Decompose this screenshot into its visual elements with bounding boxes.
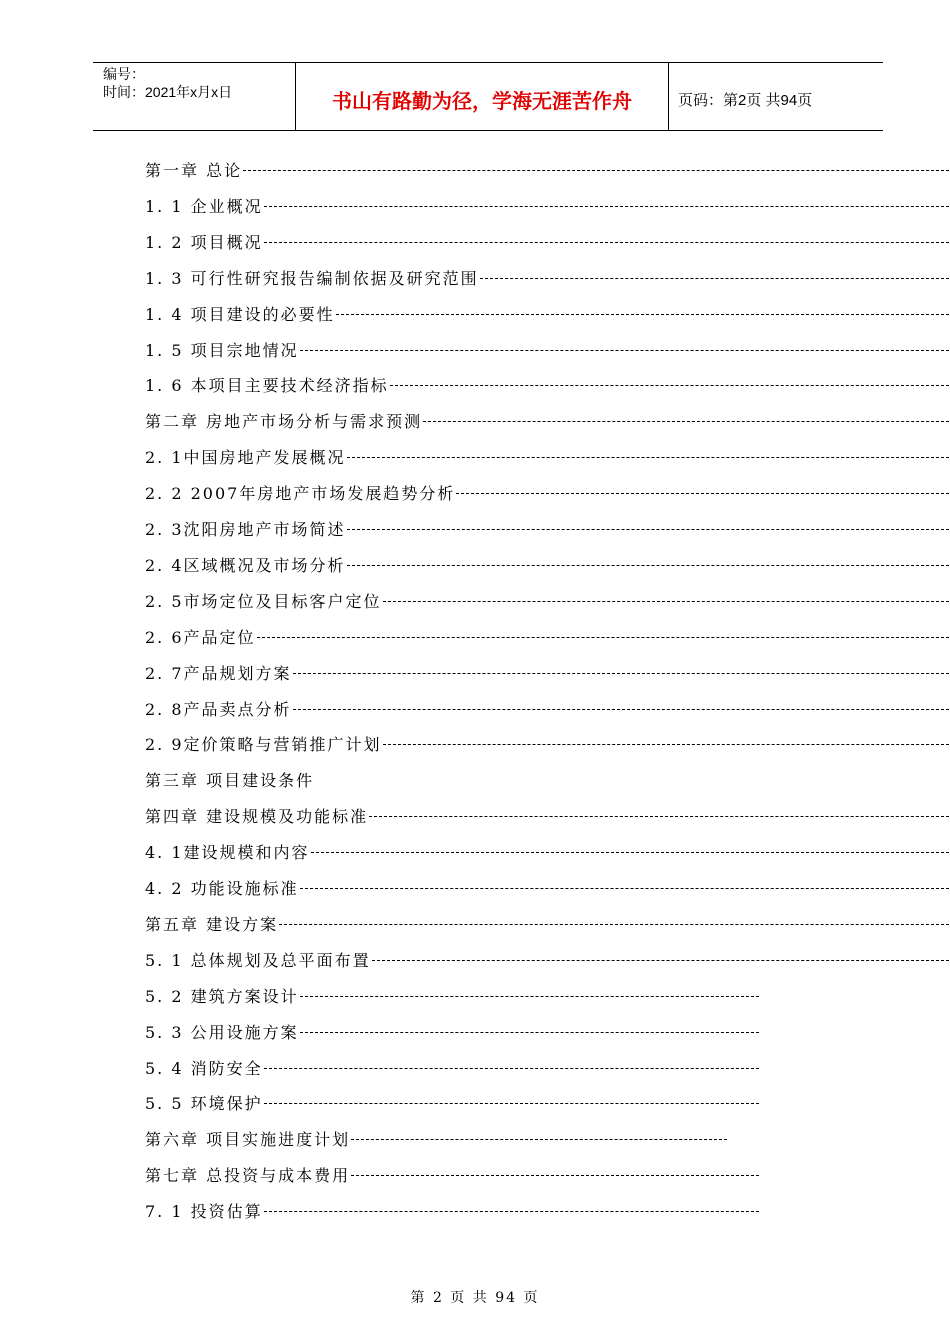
toc-entry[interactable] [145,1093,760,1115]
toc-entry-label: 1. 5 项目宗地情况 [145,340,299,360]
toc-leader-line [300,1032,759,1033]
toc-leader-line [347,457,949,458]
toc-leader-line [383,744,949,745]
toc-entry-label: 第七章 总投资与成本费用 [145,1166,351,1186]
toc-entry[interactable] [145,770,950,792]
toc-entry[interactable] [145,304,950,326]
toc-leader-line [372,960,949,961]
toc-entry[interactable] [145,914,950,936]
toc-entry-label: 2. 9定价策略与营销推广计划 [145,735,382,755]
toc-leader-line [351,1139,727,1140]
toc-entry[interactable] [145,1022,760,1044]
toc-entry[interactable] [145,842,950,864]
page-footer: 第 2 页 共 94 页 [410,1290,540,1306]
toc-entry[interactable] [145,627,950,649]
toc-leader-line [456,493,949,494]
toc-leader-line [264,1068,759,1069]
toc-entry-label: 第六章 项目实施进度计划 [145,1130,351,1150]
toc-entry-label: 2. 5市场定位及目标客户定位 [145,591,382,611]
toc-leader-line [257,637,949,638]
toc-entry[interactable] [145,375,950,397]
toc-entry[interactable] [145,1201,760,1223]
toc-entry-label: 1. 3 可行性研究报告编制依据及研究范围 [145,268,479,288]
toc-leader-line [264,242,949,243]
toc-leader-line [300,996,759,997]
toc-entry[interactable] [145,699,950,721]
toc-leader-line [347,565,949,566]
toc-entry[interactable] [145,986,760,1008]
toc-leader-line [300,888,949,889]
toc-entry-label: 5. 5 环境保护 [145,1094,263,1114]
toc-entry-label: 4. 1建设规模和内容 [145,843,310,863]
toc-leader-line [480,278,949,279]
toc-entry[interactable] [145,411,950,433]
toc-entry[interactable] [145,268,950,290]
toc-entry[interactable] [145,340,950,362]
toc-entry[interactable] [145,734,950,756]
toc-leader-line [264,206,949,207]
toc-entry[interactable] [145,591,950,613]
toc-entry-label: 5. 1 总体规划及总平面布置 [145,950,371,970]
toc-entry[interactable] [145,1058,760,1080]
header-motto: 书山有路勤为径，学海无涯苦作舟 [332,89,632,113]
toc-entry[interactable] [145,519,950,541]
toc-entry-label: 4. 2 功能设施标准 [145,879,299,898]
toc-entry-label: 7. 1 投资估算 [145,1202,263,1222]
toc-leader-line [347,529,949,530]
toc-leader-line [383,601,949,602]
toc-entry[interactable] [145,663,950,685]
toc-entry[interactable] [145,1165,760,1187]
toc-entry-label: 5. 3 公用设施方案 [145,1022,299,1042]
toc-leader-line [390,385,949,386]
toc-entry-label: 2. 1中国房地产发展概况 [145,448,346,468]
toc-entry-label: 2. 8产品卖点分析 [145,699,292,719]
toc-entry-label: 2. 6产品定位 [145,627,256,647]
toc-entry[interactable] [145,232,950,254]
toc-entry-label: 第一章 总论 [145,161,243,180]
toc-entry-label: 1. 6 本项目主要技术经济指标 [145,376,389,396]
toc-entry[interactable] [145,196,950,218]
toc-leader-line [243,170,949,171]
toc-entry[interactable] [145,1129,728,1151]
toc-entry-label: 1. 4 项目建设的必要性 [145,304,335,324]
toc-leader-line [423,421,949,422]
toc-entry[interactable] [145,447,950,469]
toc-leader-line [369,816,949,817]
toc-entry-label: 5. 4 消防安全 [145,1058,263,1078]
toc-leader-line [311,852,949,853]
toc-entry-label: 第四章 建设规模及功能标准 [145,807,369,827]
toc-entry-label: 第五章 建设方案 [145,914,279,934]
toc-leader-line [351,1175,759,1176]
toc-leader-line [336,314,949,315]
toc-entry-label: 2. 7产品规划方案 [145,663,292,683]
toc-entry-label: 1. 2 项目概况 [145,232,263,252]
toc-entry[interactable] [145,160,950,182]
toc-leader-line [300,350,949,351]
toc-leader-line [293,709,949,710]
toc-leader-line [264,1103,759,1104]
toc-entry[interactable] [145,555,950,577]
toc-entry[interactable] [145,950,950,972]
header-page-code: 页码：第2页 共94页 [678,92,813,109]
toc-leader-line [264,1211,759,1212]
toc-entry-label: 第三章 项目建设条件 [145,771,315,791]
toc-entry[interactable] [145,878,950,900]
document-number-label: 编号： [103,66,145,82]
toc-leader-line [279,924,949,925]
toc-entry-label: 2. 2 2007年房地产市场发展趋势分析 [145,484,456,504]
toc-entry-label: 2. 4区域概况及市场分析 [145,555,346,575]
toc-entry[interactable] [145,806,950,828]
toc-entry-label: 1. 1 企业概况 [145,196,263,216]
document-time-label: 时间：2021年x月x日 [103,84,233,100]
toc-entry-label: 2. 3沈阳房地产市场简述 [145,520,346,539]
toc-entry-label: 5. 2 建筑方案设计 [145,986,299,1006]
toc-leader-line [293,673,949,674]
toc-entry[interactable] [145,483,950,505]
toc-entry-label: 第二章 房地产市场分析与需求预测 [145,412,423,432]
